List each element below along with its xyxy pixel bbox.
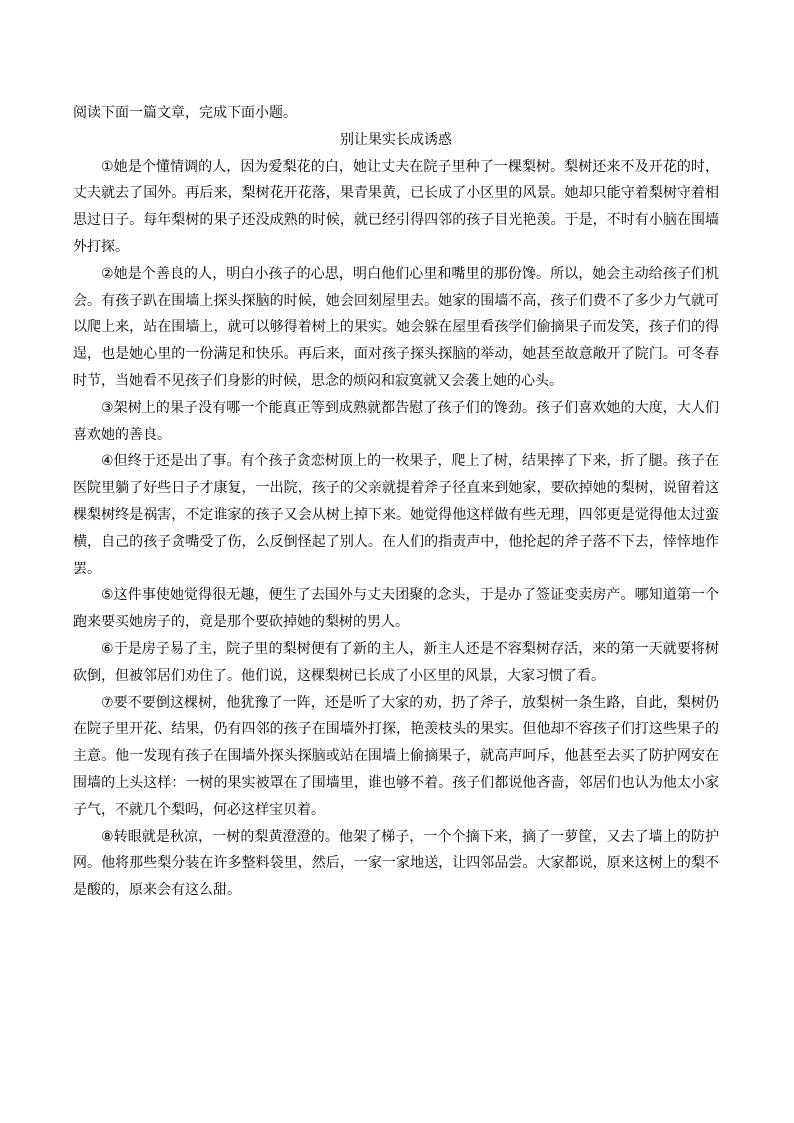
paragraph-8: ⑧转眼就是秋凉，一树的梨黄澄澄的。他架了梯子，一个个摘下来，摘了一萝筐，又去了墙上的防护网。他将那些梨分装在许多整料袋里，然后，一家一家地送，让四邻品尝。大家都说，原来这树上的梨不是酸的，原来会有这么甜。 <box>73 828 719 899</box>
document-page <box>73 100 719 904</box>
paragraph-6: ⑥于是房子易了主，院子里的梨树便有了新的主人，新主人还是不容梨树存活，来的第一天就要将树砍倒，但被邻居们劝住了。他们说，这棵梨树已长成了小区里的风景，大家习惯了看。 <box>73 640 719 684</box>
paragraph-5: ⑤这件事使她觉得很无趣，便生了去国外与丈夫团聚的念头，于是办了签证变卖房产。哪知道第一个跑来要买她房子的，竟是那个要砍掉她的梨树的男人。 <box>73 587 719 631</box>
paragraph-4: ④但终于还是出了事。有个孩子贪恋树顶上的一枚果子，爬上了树，结果摔了下来，折了腿。孩子在医院里躺了好些日子才康复，一出院，孩子的父亲就提着斧子径直来到她家，要砍掉她的梨树，说留着这棵梨树终是祸害，不定谁家的孩子又会从树上掉下来。她觉得他这样做有些无理，四邻更是觉得他太过蛮横，自己的孩子贪嘴受了伤，么反倒怪起了别人。在人们的指责声中，他抡起的斧子落不下去，悻悻地作罢。 <box>73 453 719 577</box>
instruction-text: 阅读下面一篇文章，完成下面小题。 <box>73 105 297 121</box>
paragraph-3: ③架树上的果子没有哪一个能真正等到成熟就都告慰了孩子们的馋劲。孩子们喜欢她的大度，大人们喜欢她的善良。 <box>73 399 719 443</box>
paragraph-7: ⑦要不要倒这棵树，他犹豫了一阵，还是听了大家的劝，扔了斧子，放梨树一条生路，自此，梨树仍在院子里开花、结果，仍有四邻的孩子在围墙外打探，艳羡枝头的果实。但他却不容孩子们打这些果子的主意。他一发现有孩子在围墙外探头探脑或站在围墙上偷摘果子，就高声呵斥，他甚至去买了防护网安在围墙的上头这样：一树的果实被罩在了围墙里，谁也够不着。孩子们都说他吝啬，邻居们也认为他太小家子气，不就几个梨吗，何必这样宝贝着。 <box>73 694 719 818</box>
article-title: 别让果实长成诱惑 <box>340 131 452 148</box>
paragraph-2: ②她是个善良的人，明白小孩子的心思，明白他们心里和嘴里的那份馋。所以，她会主动给孩子们机会。有孩子趴在围墙上探头探脑的时候，她会回刻屋里去。她家的围墙不高，孩子们费不了多少力气就可以爬上来，站在围墙上，就可以够得着树上的果实。她会躲在屋里看孩学们偷摘果子而发笑，孩子们的得逞，也是她心里的一份满足和快乐。再后来，面对孩子探头探脑的举动，她甚至故意敞开了院门。可冬春时节，当她看不见孩子们身影的时候，思念的烦闷和寂寞就又会袭上她的心头。 <box>73 265 719 389</box>
paragraph-1: ①她是个懂情调的人，因为爱梨花的白，她让丈夫在院子里种了一棵梨树。梨树还来不及开花的时，丈夫就去了国外。再后来，梨树花开花落，果青果黄，已长成了小区里的风景。她却只能守着梨树守着相思过日子。每年梨树的果子还没成熟的时候，就已经引得四邻的孩子目光艳羡。于是，不时有小脑在围墙外打探。 <box>73 158 719 255</box>
